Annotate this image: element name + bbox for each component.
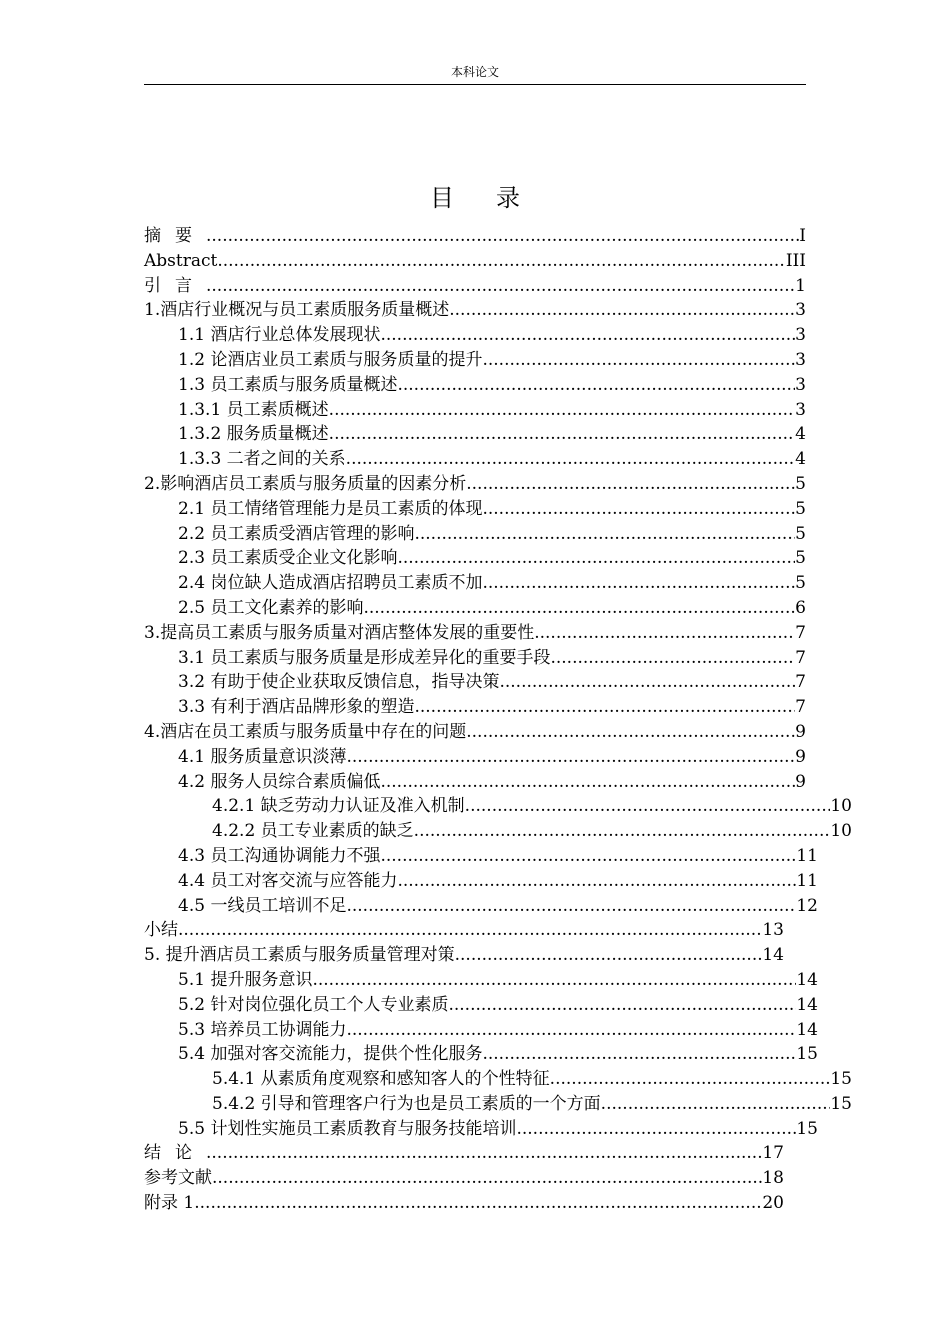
toc-entry-label: 1.3.3 二者之间的关系 [178,449,346,470]
toc-entry-5-1[interactable] [144,968,818,993]
toc-entry-label: 1.3.1 员工素质概述 [178,399,329,420]
toc-entry-label: 1.3.2 服务质量概述 [178,424,329,445]
toc-entry-1-2[interactable] [144,348,806,373]
toc-entry-label: 4.2 服务人员综合素质偏低 [178,771,381,792]
toc-entry-1-3-3[interactable] [144,447,806,472]
toc-entry-page: 3 [795,374,806,395]
toc-entry-page: 5 [795,473,806,494]
toc-entry-page: 5 [795,498,806,519]
toc-entry-label: 5.2 针对岗位强化员工个人专业素质 [178,994,449,1015]
toc-entry-3-1[interactable] [144,646,806,671]
toc-entry-page: 20 [762,1193,784,1214]
toc-entry-page: 5 [795,573,806,594]
toc-entry-summary[interactable] [144,918,784,943]
toc-entry-label: 5.5 计划性实施员工素质教育与服务技能培训 [178,1118,517,1139]
toc-entry-page: 7 [795,697,806,718]
toc-entry-5-3[interactable] [144,1018,818,1043]
toc-entry-label: 5.4.1 从素质角度观察和感知客人的个性特征 [212,1069,550,1090]
toc-entry-4-3[interactable] [144,844,818,869]
toc-entry-label: 5. 提升酒店员工素质与服务质量管理对策 [144,945,455,966]
toc-entry-4-2-1[interactable] [144,794,852,819]
toc-entry-1-1[interactable] [144,323,806,348]
toc-entry-label: 1.3 员工素质与服务质量概述 [178,374,398,395]
toc-entry-chapter-5[interactable] [144,943,784,968]
toc-entry-page: 12 [796,895,818,916]
toc-entry-label: 2.5 员工文化素养的影响 [178,597,364,618]
toc-entry-2-4[interactable] [144,571,806,596]
toc-entry-label: 3.2 有助于使企业获取反馈信息，指导决策 [178,672,500,693]
toc-entry-5-4[interactable] [144,1042,818,1067]
toc-entry-5-5[interactable] [144,1117,818,1142]
toc-entry-page: 11 [796,845,818,866]
toc-entry-5-4-1[interactable] [144,1067,852,1092]
toc-entry-chapter-2[interactable] [144,472,806,497]
toc-entry-label: 2.影响酒店员工素质与服务质量的因素分析 [144,473,467,494]
toc-entry-page: 14 [796,1019,818,1040]
toc-entry-2-3[interactable] [144,546,806,571]
toc-entry-4-2-2[interactable] [144,819,852,844]
toc-entry-chapter-1[interactable] [144,298,806,323]
toc-entry-chapter-3[interactable] [144,621,806,646]
toc-entry-label: 4.4 员工对客交流与应答能力 [178,870,398,891]
toc-entry-page: I [799,226,806,246]
toc-entry-page: 14 [796,994,818,1015]
toc-entry-page: 13 [762,920,784,941]
toc-entry-label: 2.1 员工情绪管理能力是员工素质的体现 [178,498,483,519]
toc-entry-page: 3 [795,349,806,370]
toc-entry-page: 4 [795,449,806,470]
toc-entry-label: 3.3 有利于酒店品牌形象的塑造 [178,697,415,718]
toc-entry-label: 4.2.1 缺乏劳动力认证及准入机制 [212,796,465,817]
toc-entry-page: 15 [830,1069,852,1090]
toc-entry-label: 3.提高员工素质与服务质量对酒店整体发展的重要性 [144,622,535,643]
toc-entry-label: 1.2 论酒店业员工素质与服务质量的提升 [178,349,483,370]
toc-entry-3-2[interactable] [144,670,806,695]
toc-entry-appendix-1[interactable] [144,1191,784,1216]
toc-entry-page: 3 [795,325,806,346]
toc-entry-label: 小结 [144,920,178,941]
toc-entry-label: 1.1 酒店行业总体发展现状 [178,325,381,346]
toc-entry-label: 摘要 [144,226,206,246]
toc-entry-label: 参考文献 [144,1168,212,1189]
toc-entry-page: 9 [795,771,806,792]
toc-entry-4-1[interactable] [144,745,806,770]
toc-entry-page: III [785,250,806,271]
toc-entry-conclusion[interactable] [144,1141,784,1166]
toc-entry-2-2[interactable] [144,522,806,547]
toc-entry-label: 引言 [144,275,206,296]
toc-entry-4-2[interactable] [144,770,806,795]
toc-entry-page: 14 [796,969,818,990]
toc-entry-page: 10 [830,821,852,842]
toc-entry-4-4[interactable] [144,869,818,894]
toc-entry-label: 1.酒店行业概况与员工素质服务质量概述 [144,300,450,321]
toc-title-char-2: 录 [496,184,520,212]
toc-entry-page: 15 [796,1118,818,1139]
toc-entry-page: 9 [795,721,806,742]
toc-entry-1-3-2[interactable] [144,422,806,447]
toc-entry-label: 5.4.2 引导和管理客户行为也是员工素质的一个方面 [212,1093,601,1114]
toc-entry-label: Abstract [144,250,218,271]
toc-entry-label: 2.3 员工素质受企业文化影响 [178,548,398,569]
header-title: 本科论文 [450,65,499,79]
toc-entry-label: 附录 1 [144,1193,195,1214]
toc-entry-page: 5 [795,548,806,569]
toc-entry-label: 2.4 岗位缺人造成酒店招聘员工素质不加 [178,573,483,594]
toc-entry-2-1[interactable] [144,497,806,522]
toc-entry-page: 10 [830,796,852,817]
toc-entry-page: 11 [796,870,818,891]
toc-title [0,180,950,216]
toc-entry-1-3-1[interactable] [144,398,806,423]
toc-entry-label: 4.酒店在员工素质与服务质量中存在的问题 [144,721,467,742]
toc-entry-5-4-2[interactable] [144,1092,852,1117]
toc-entry-page: 15 [830,1093,852,1114]
toc-entry-label: 5.4 加强对客交流能力，提供个性化服务 [178,1044,483,1065]
toc-entry-label: 4.1 服务质量意识淡薄 [178,746,347,767]
toc-entry-5-2[interactable] [144,993,818,1018]
toc-entry-page: 7 [795,672,806,693]
toc-entry-page: 18 [762,1168,784,1189]
toc-entry-abstract-cn[interactable] [144,224,806,249]
table-of-contents [144,224,852,1216]
toc-entry-label: 5.3 培养员工协调能力 [178,1019,347,1040]
toc-entry-page: 15 [796,1044,818,1065]
toc-entry-page: 7 [795,647,806,668]
toc-entry-2-5[interactable] [144,596,806,621]
toc-entry-page: 4 [795,424,806,445]
toc-entry-page: 3 [795,300,806,321]
toc-entry-3-3[interactable] [144,695,806,720]
page-header [144,62,806,85]
toc-title-char-1: 目 [430,184,454,212]
toc-entry-page: 6 [795,597,806,618]
toc-entry-page: 7 [795,622,806,643]
toc-entry-chapter-4[interactable] [144,720,806,745]
toc-entry-label: 4.5 一线员工培训不足 [178,895,347,916]
toc-entry-1-3[interactable] [144,373,806,398]
toc-entry-label: 5.1 提升服务意识 [178,969,313,990]
toc-entry-introduction[interactable] [144,274,806,299]
toc-entry-page: 17 [762,1143,784,1164]
toc-entry-label: 4.2.2 员工专业素质的缺乏 [212,821,414,842]
toc-entry-label: 结论 [144,1143,206,1164]
toc-entry-page: 1 [795,275,806,296]
toc-entry-label: 3.1 员工素质与服务质量是形成差异化的重要手段 [178,647,551,668]
toc-entry-abstract-en[interactable] [144,249,806,274]
toc-entry-label: 2.2 员工素质受酒店管理的影响 [178,523,415,544]
toc-entry-page: 3 [795,399,806,420]
toc-entry-references[interactable] [144,1166,784,1191]
toc-entry-page: 9 [795,746,806,767]
toc-entry-label: 4.3 员工沟通协调能力不强 [178,845,381,866]
toc-entry-page: 14 [762,945,784,966]
toc-entry-4-5[interactable] [144,894,818,919]
toc-entry-page: 5 [795,523,806,544]
